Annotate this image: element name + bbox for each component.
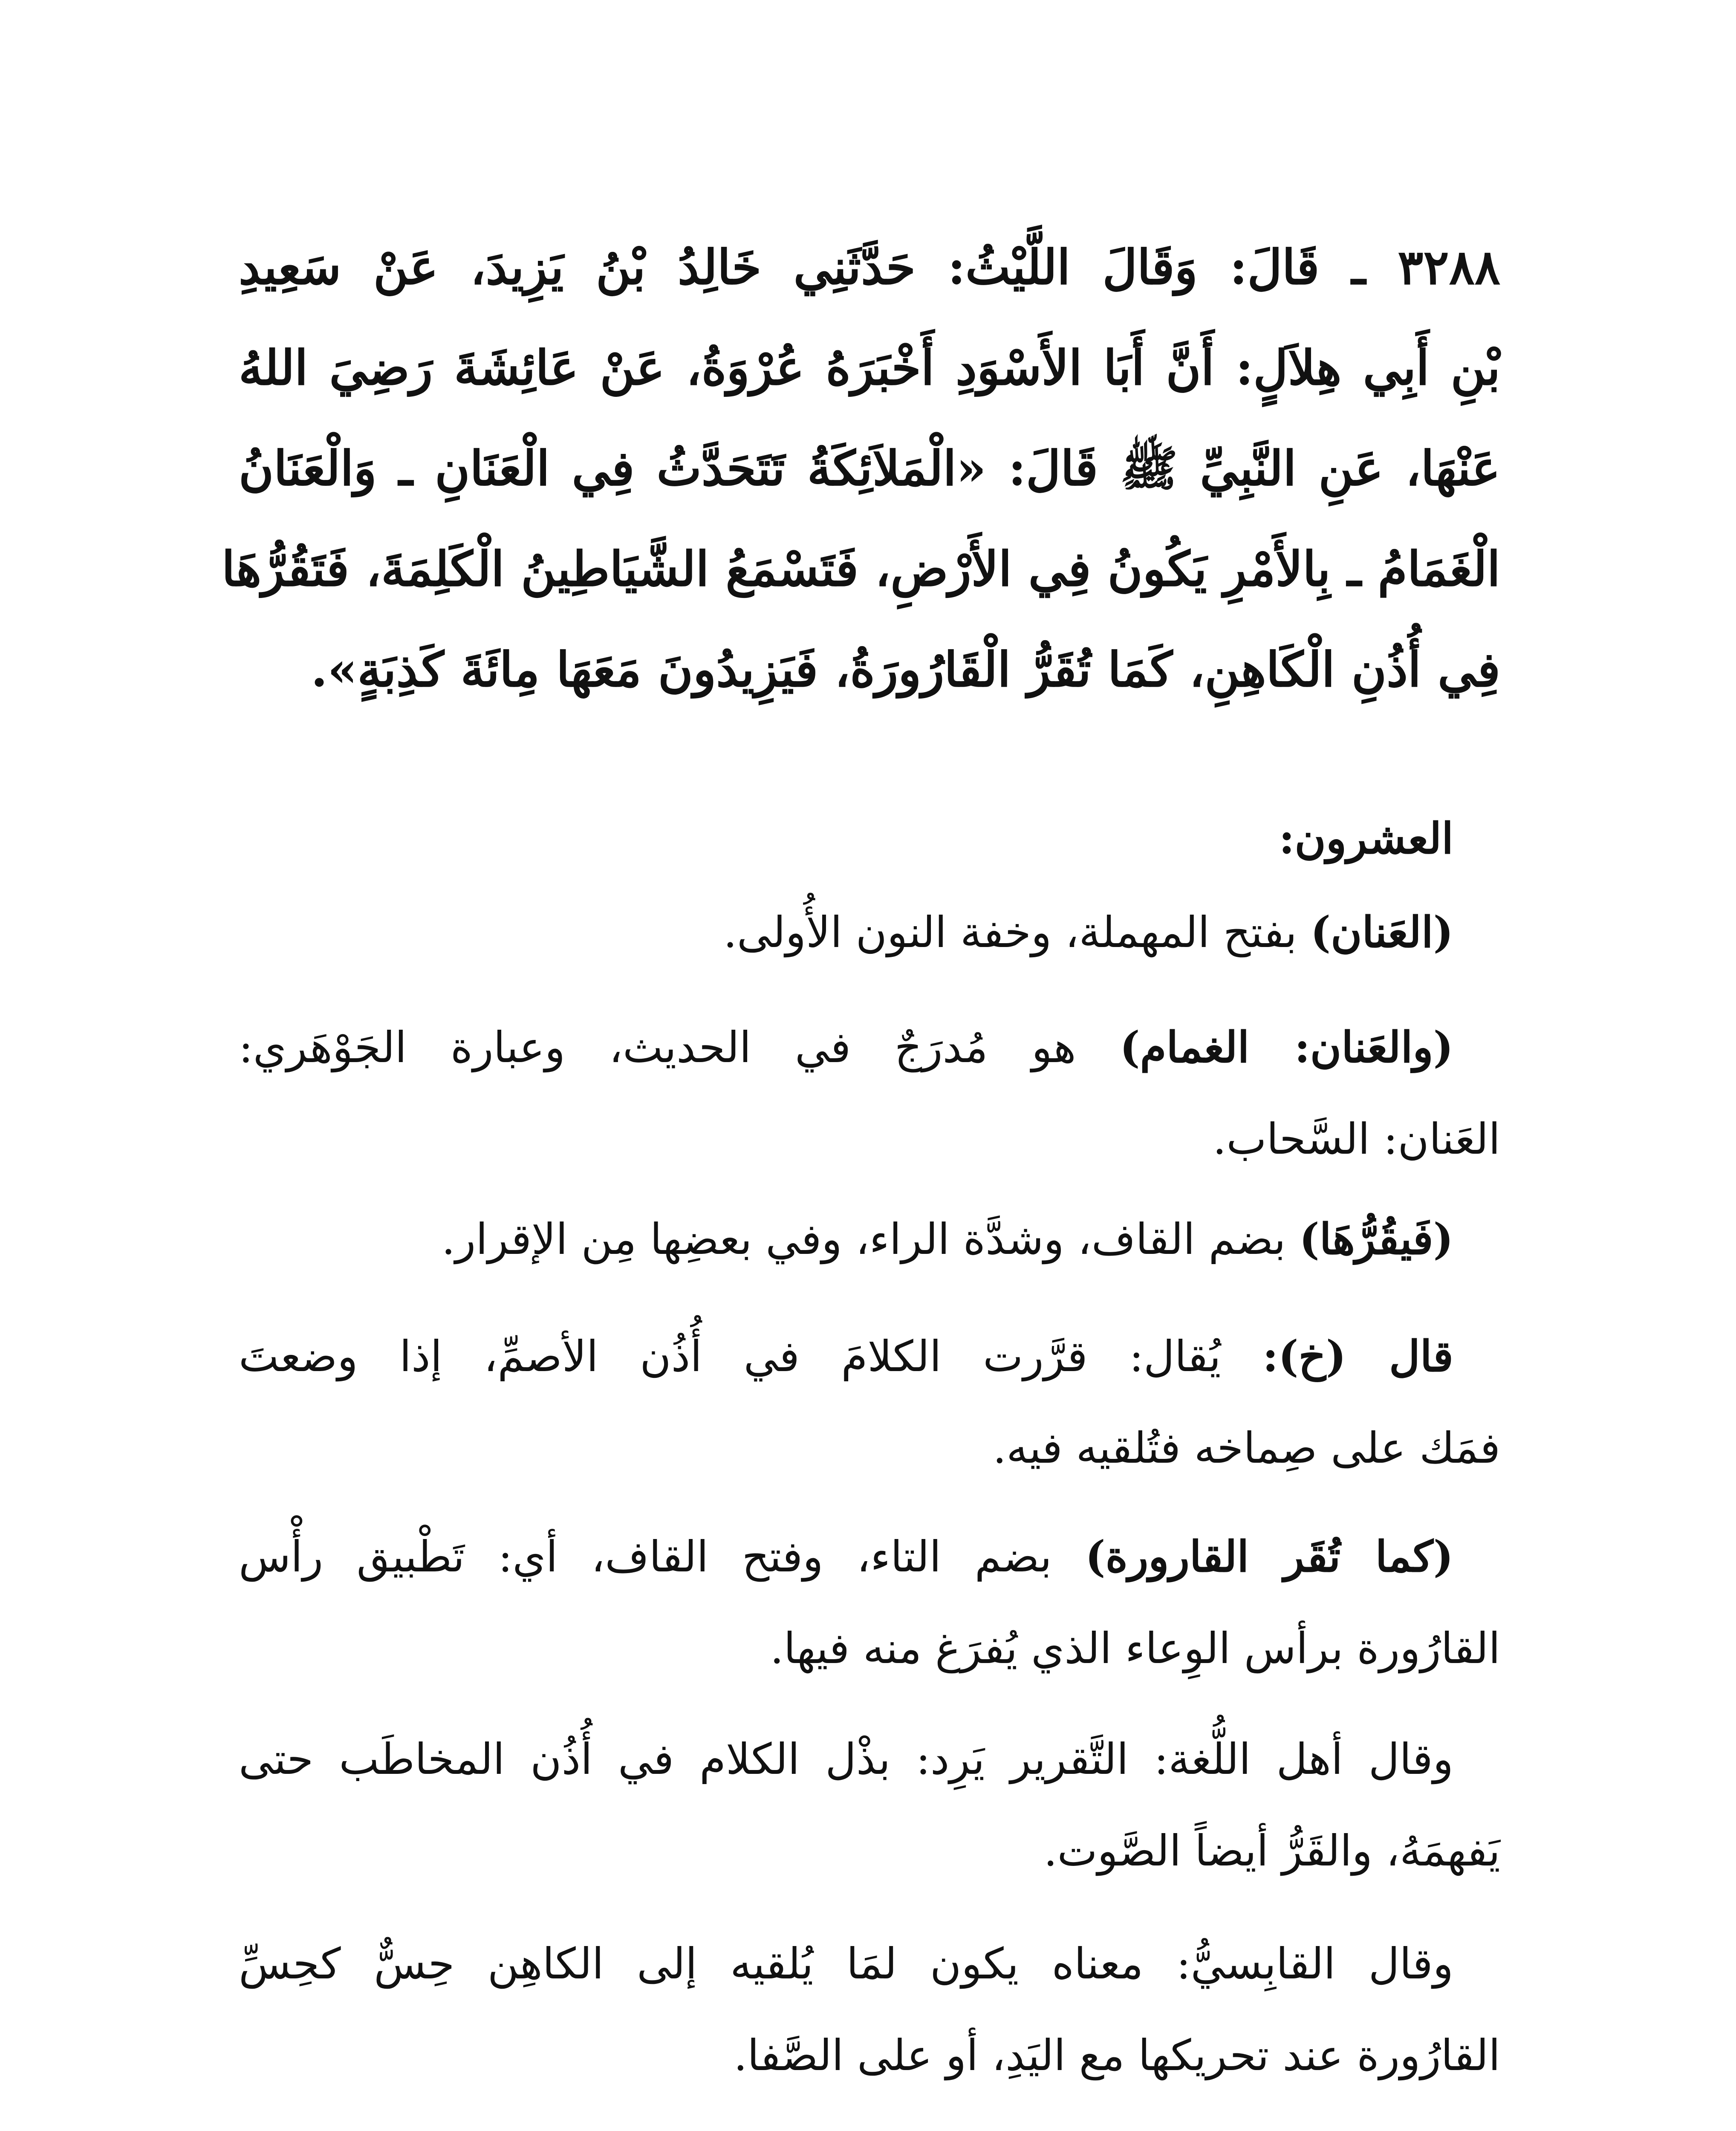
commentary-paragraph bbox=[239, 886, 1500, 978]
commentary-paragraph bbox=[239, 1918, 1500, 2101]
commentary-line: يَفهمَهُ، والقَرُّ أيضاً الصَّوت. bbox=[1043, 1826, 1500, 1876]
commentary-line bbox=[239, 1193, 1500, 1285]
commentary-line bbox=[239, 1511, 1500, 1603]
commentary-paragraph bbox=[239, 1193, 1500, 1285]
commentary-text: بفتح المهملة، وخفة النون الأُولى. bbox=[723, 907, 1311, 957]
commentary-paragraph bbox=[239, 1713, 1500, 1897]
commentary-heading-block bbox=[239, 793, 1500, 884]
commentary-line: فمَك على صِماخه فتُلقيه فيه. bbox=[993, 1423, 1500, 1473]
commentary-text: يُقال: قرَّرت الكلامَ في أُذُن الأصمِّ، إذا وضعتَ bbox=[239, 1331, 1263, 1381]
commentary-line: القارُورة عند تحريكها مع اليَدِ، أو على الصَّفا. bbox=[734, 2030, 1500, 2080]
commentary-text: هو مُدرَجٌ في الحديث، وعبارة الجَوْهَري: bbox=[239, 1022, 1120, 1072]
lemma: قال (خ): bbox=[1262, 1331, 1453, 1381]
hadith-line: فِي أُذُنِ الْكَاهِنِ، كَمَا تُقَرُّ الْقَارُورَةُ، فَيَزِيدُونَ مَعَهَا مِائَةَ كَذِبَةٍ». bbox=[311, 642, 1500, 698]
commentary-line: العَنان: السَّحاب. bbox=[1213, 1114, 1500, 1164]
commentary-line bbox=[239, 1311, 1500, 1402]
hadith-line: بْنِ أَبِي هِلاَلٍ: أَنَّ أَبَا الأَسْوَدِ أَخْبَرَهُ عُرْوَةُ، عَنْ عَائِشَةَ رَضِيَ اللهُ bbox=[239, 340, 1500, 396]
commentary-heading: العشرون: bbox=[1279, 813, 1453, 863]
lemma: (فَيقُرُّهَا) bbox=[1299, 1214, 1453, 1264]
lemma: (والعَنان: الغمام) bbox=[1120, 1022, 1453, 1072]
lemma: (كما تُقَر القارورة) bbox=[1085, 1531, 1454, 1582]
commentary-line bbox=[239, 1002, 1500, 1093]
commentary-text: بضم القاف، وشدَّة الراء، وفي بعضِها مِن الإقرار. bbox=[442, 1214, 1300, 1264]
commentary-line: وقال القابِسيُّ: معناه يكون لمَا يُلقيه إلى الكاهِن حِسٌّ كحِسِّ bbox=[239, 1939, 1453, 1989]
commentary-paragraph bbox=[239, 1002, 1500, 1185]
commentary-line bbox=[239, 886, 1500, 978]
commentary-paragraph bbox=[239, 1311, 1500, 1494]
commentary-line: القارُورة برأس الوِعاء الذي يُفرَغ منه فيها. bbox=[770, 1623, 1500, 1673]
hadith-line: عَنْهَا، عَنِ النَّبِيِّ ﷺ قَالَ: «الْمَلاَئِكَةُ تَتَحَدَّثُ فِي الْعَنَانِ ـ وَالْعَنَانُ bbox=[239, 441, 1500, 497]
commentary-paragraph bbox=[239, 1511, 1500, 1694]
commentary-line: وقال أهل اللُّغة: التَّقرير يَرِد: بذْل الكلام في أُذُن المخاطَب حتى bbox=[239, 1734, 1453, 1784]
hadith-line: الْغَمَامُ ـ بِالأَمْرِ يَكُونُ فِي الأَرْضِ، فَتَسْمَعُ الشَّيَاطِينُ الْكَلِمَةَ، فَتَقُرُّهَا bbox=[222, 541, 1500, 597]
commentary-text: بضم التاء، وفتح القاف، أي: تَطْبيق رأْس bbox=[239, 1532, 1086, 1582]
lemma: (العَنان) bbox=[1310, 907, 1453, 957]
hadith-line: ٣٢٨٨ ـ قَالَ: وَقَالَ اللَّيْثُ: حَدَّثَنِي خَالِدُ بْنُ يَزِيدَ، عَنْ سَعِيدِ bbox=[239, 240, 1500, 295]
hadith-text bbox=[222, 217, 1500, 720]
